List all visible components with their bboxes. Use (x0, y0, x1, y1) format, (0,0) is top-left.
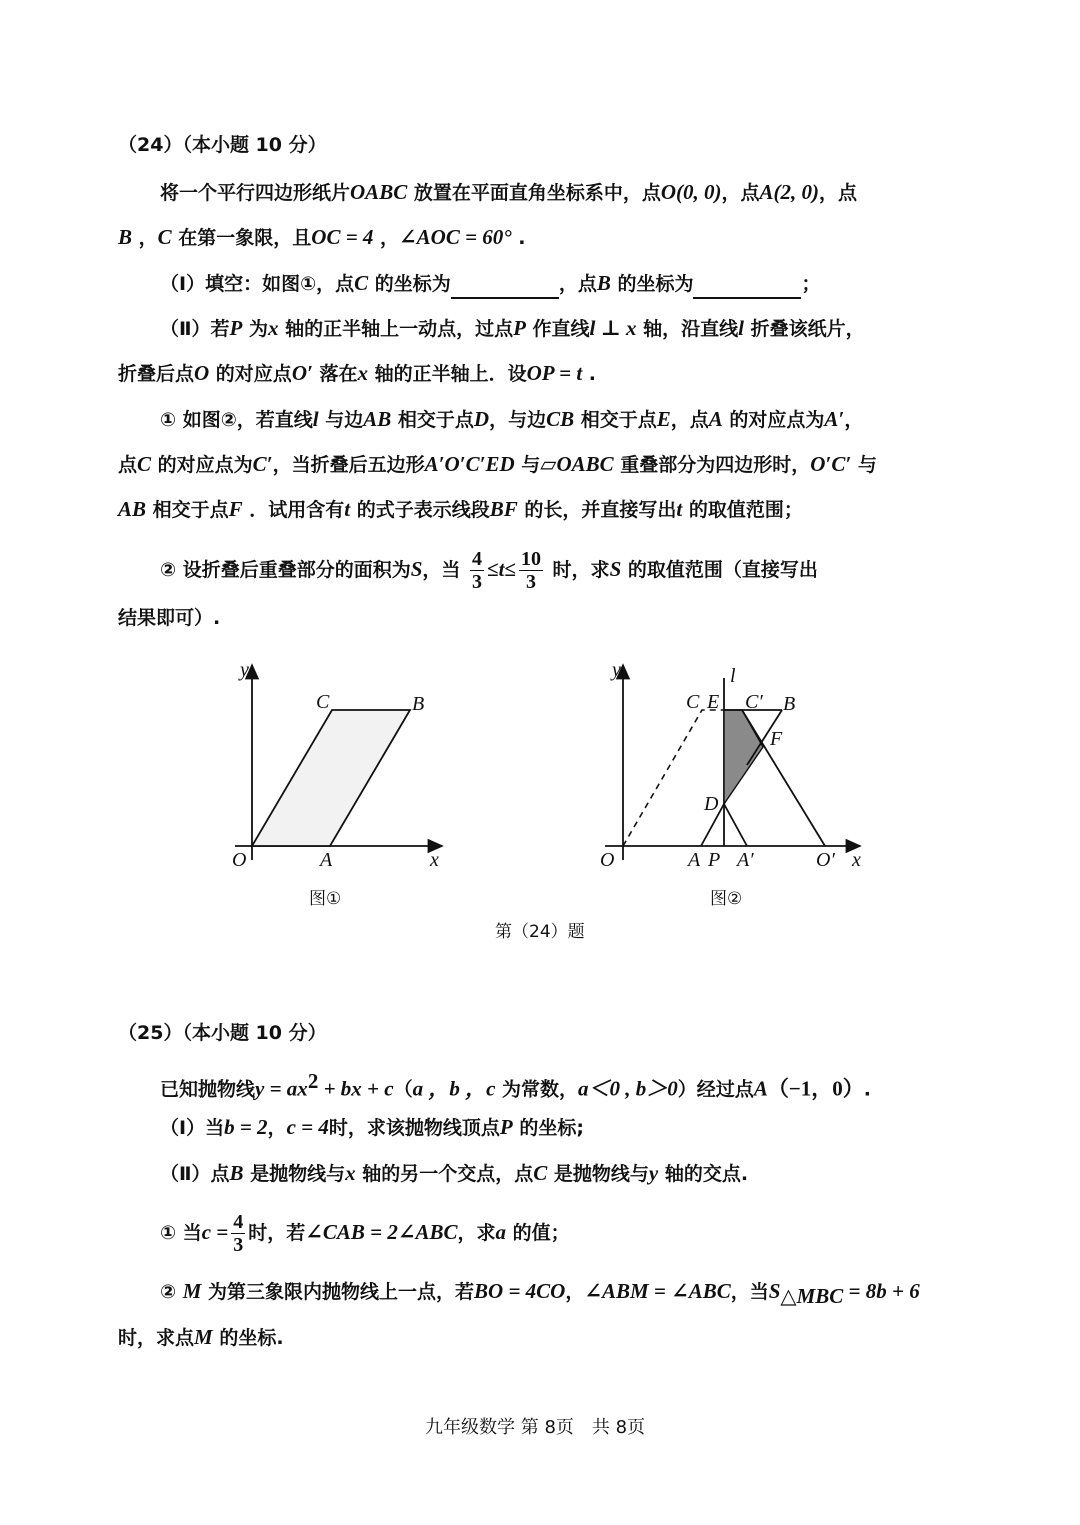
answer-blank-b[interactable] (693, 275, 801, 299)
q24-sub1-line3: AB 相交于点F ．试用含有t 的式子表示线段BF 的长，并直接写出t 的取值范围； (118, 497, 803, 521)
label-d: D (704, 793, 719, 815)
q24-intro-line1: 将一个平行四边形纸片OABC 放置在平面直角坐标系中，点O(0, 0)，点A(2, 0)，点 (160, 180, 858, 204)
q25-sub1: ① 当c = $\frac{4}{3}$ 时，若∠CAB = 2∠ABC，求a 的值； (160, 1211, 570, 1256)
label-p: P (708, 849, 721, 871)
label-b: B (412, 693, 425, 715)
figure-1 (220, 650, 460, 880)
fig2-caption: 图② (710, 889, 743, 909)
fraction-4-3: $\frac{4}{3}$ (233, 1211, 244, 1256)
q24-intro-line2: B ，C 在第一象限，且OC = 4 ，∠AOC = 60° . (118, 225, 526, 249)
q24-header: （24）（本小题 10 分） (118, 134, 327, 156)
page-footer: 九年级数学 第 8页 共 8页 (425, 1417, 646, 1438)
shaded-overlap (724, 710, 763, 804)
q24-figure-caption: 第（24）题 (495, 922, 585, 942)
label-a: A (688, 849, 701, 871)
q25-sub2-line2: 时，求点M 的坐标. (118, 1325, 284, 1349)
label-x: x (852, 849, 861, 871)
label-a-prime: A′ (737, 849, 754, 871)
label-c-prime: C′ (745, 691, 763, 713)
q24-sub1-line2: 点C 的对应点为C′，当折叠后五边形A′O′C′ED 与▱OABC 重叠部分为四边形时，O′C′ 与 (118, 452, 877, 476)
q24-sub2-line1: ② 设折叠后重叠部分的面积为S，当 $\frac{4}{3}$ ≤t≤ $\frac{10}{3}$ 时，求S 的取值范围（直接写出 (160, 548, 818, 593)
label-f: F (770, 728, 783, 750)
parallelogram-oabc (252, 710, 410, 846)
answer-blank-c[interactable] (451, 275, 559, 299)
q25-header: （25）（本小题 10 分） (118, 1022, 327, 1044)
q25-intro: 已知抛物线$y = ax^2$ + bx + c（a ，b ，c 为常数，a＜0 , b＞0）经过点A（−1，0）. (160, 1069, 872, 1101)
q24-part1: （Ⅰ）填空：如图①，点C 的坐标为 ，点B 的坐标为 ； (160, 268, 820, 299)
label-a: A (320, 849, 333, 871)
q25-part2: （Ⅱ）点B 是抛物线与x 轴的另一个交点，点C 是抛物线与y 轴的交点. (160, 1161, 749, 1185)
label-y: y (240, 659, 249, 681)
q24-sub1-line1: ① 如图②，若直线l 与边AB 相交于点D，与边CB 相交于点E，点A 的对应点为A′， (160, 407, 864, 431)
fraction-4-3: $\frac{4}{3}$ (472, 548, 483, 593)
label-e: E (707, 691, 720, 713)
label-b: B (783, 693, 796, 715)
label-c: C (316, 691, 330, 713)
fraction-10-3: $\frac{10}{3}$ (520, 548, 541, 593)
q24-part2-line2: 折叠后点O 的对应点O′ 落在x 轴的正半轴上．设OP = t . (118, 361, 596, 385)
q25-sub2-line1: ② M 为第三象限内抛物线上一点，若BO = 4CO，∠ABM = ∠ABC，当$S_{\triangle MBC} = 8b + 6$ (160, 1279, 920, 1308)
label-c: C (686, 691, 700, 713)
figure-2 (590, 650, 880, 880)
edge-d-aprime (724, 804, 747, 846)
label-l: l (730, 665, 736, 687)
label-y: y (612, 659, 621, 681)
label-o: O (232, 849, 247, 871)
label-x: x (430, 849, 439, 871)
q25-part1: （Ⅰ）当b = 2，c = 4时，求该抛物线顶点P 的坐标; (160, 1115, 584, 1139)
label-o-prime: O′ (816, 849, 835, 871)
dashed-folded-edges (623, 710, 724, 846)
q24-sub2-line2: 结果即可）. (118, 607, 221, 629)
label-o: O (600, 849, 615, 871)
q24-part2-line1: （Ⅱ）若P 为x 轴的正半轴上一动点，过点P 作直线l ⊥ x 轴，沿直线l 折叠该纸片， (160, 316, 865, 340)
fig1-caption: 图① (309, 889, 342, 909)
edge-cprime-oprime (742, 710, 825, 846)
